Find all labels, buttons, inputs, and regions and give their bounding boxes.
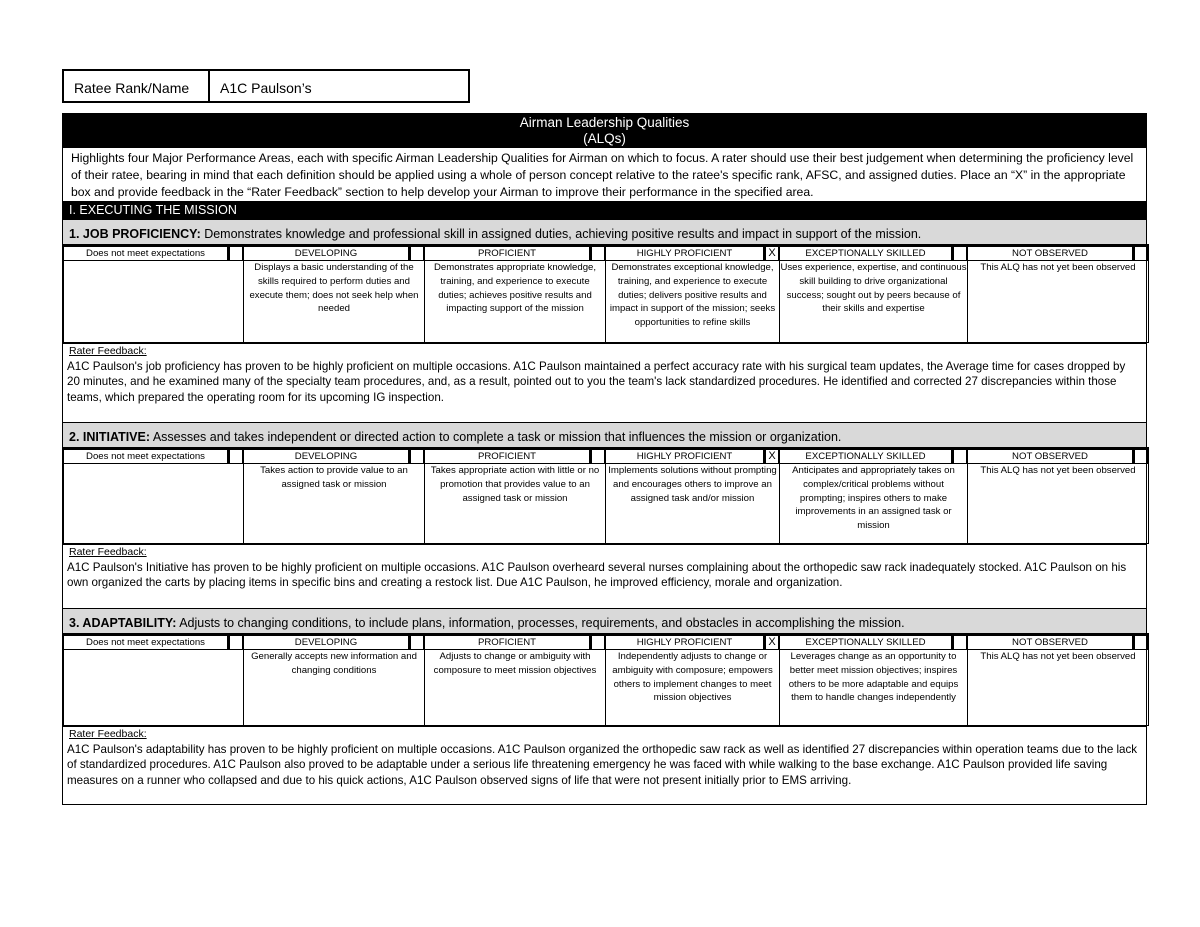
level-label: DEVELOPING [294,451,358,462]
quality-block-adaptability [63,608,1146,804]
level-description: Implements solutions without prompting and encourages others to improve an assigned task and/or mission [606,464,780,544]
rating-checkbox[interactable] [408,636,424,649]
quality-heading [63,219,1146,244]
rater-feedback-text[interactable]: A1C Paulson's job proficiency has proven to be highly proficient on multiple occasions. A1C Paulson maintained a perfect accuracy rate with his surgical team updates, the Average time for cases dropped by 20 minutes, and he examined many of the specialty team procedures, and, as a result, pointed out to you the team's lack standardized procedures. He identified and corrected 27 discrepancies within those teams, which prepared the operating room for its upcoming IG inspection. [67,360,1126,404]
level-label: DEVELOPING [294,248,358,259]
level-label: NOT OBSERVED [1012,451,1088,462]
level-label: NOT OBSERVED [1012,637,1088,648]
rating-grid [63,447,1149,544]
rating-checkbox[interactable] [589,636,605,649]
level-description: Adjusts to change or ambiguity with composure to meet mission objectives [425,650,606,726]
level-label: EXCEPTIONALLY SKILLED [805,248,926,259]
level-description: This ALQ has not yet been observed [968,650,1149,726]
rating-checkbox[interactable] [227,636,243,649]
level-description: Anticipates and appropriately takes on complex/critical problems without prompting; inspires others to make improvements in an assigned task or mission [780,464,968,544]
rating-checkbox[interactable]: X [763,636,779,649]
quality-title: 1. JOB PROFICIENCY: [69,227,201,241]
quality-title: 3. ADAPTABILITY: [69,616,177,630]
alq-form [62,113,1147,805]
level-description: Uses experience, expertise, and continuous skill building to drive organizational success; sought out by peers because of their skills and expertise [780,261,968,343]
level-label: HIGHLY PROFICIENT [636,248,733,259]
rating-checkbox[interactable] [589,450,605,463]
level-description: Demonstrates exceptional knowledge, training, and experience to execute duties; delivers positive results and impact in support of the mission; seeks opportunities to refine skills [606,261,780,343]
rating-checkbox[interactable] [951,247,967,260]
level-label: Does not meet expectations [86,637,205,648]
level-description: Takes appropriate action with little or no promotion that provides value to an assigned task or mission [425,464,606,544]
level-label: PROFICIENT [477,248,537,259]
level-label: PROFICIENT [477,637,537,648]
level-label: PROFICIENT [477,451,537,462]
level-description: This ALQ has not yet been observed [968,261,1149,343]
level-description [64,650,244,726]
rater-feedback-section [63,726,1146,804]
quality-heading [63,608,1146,633]
rater-feedback-section [63,343,1146,422]
level-label: EXCEPTIONALLY SKILLED [805,637,926,648]
rating-checkbox[interactable] [951,450,967,463]
rater-feedback-text[interactable]: A1C Paulson's Initiative has proven to be highly proficient on multiple occasions. A1C Paulson overheard several nurses complaining about the orthopedic saw rack inadequately stocked. A1C Paulson on his own organized the carts by placing items in specific bins and creating a restock list. Due A1C Paulson, he improved efficiency, morale and organization. [67,561,1127,590]
level-description [64,261,244,343]
quality-title: 2. INITIATIVE: [69,430,151,444]
form-subtitle: (ALQs) [583,131,626,146]
rating-checkbox[interactable] [408,450,424,463]
rating-checkbox[interactable]: X [763,450,779,463]
rating-grid [63,244,1149,343]
rater-feedback-label: Rater Feedback: [69,546,147,558]
level-label: HIGHLY PROFICIENT [636,451,733,462]
rater-feedback-text[interactable]: A1C Paulson's adaptability has proven to be highly proficient on multiple occasions. A1C Paulson organized the orthopedic saw rack as well as identified 27 discrepancies within operation teams due to the lack of standardized procedures. A1C Paulson also proved to be adaptable under a serious life threatening emergency he was faced with while walking to the base exchange. A1C Paulson provided life saving measures on a runner who collapsed and due to his quick actions, A1C Paulson observed signs of life that were not present initially prior to EMS arriving. [67,743,1138,787]
rating-checkbox[interactable] [1132,636,1148,649]
rating-checkbox[interactable] [227,450,243,463]
form-header [63,114,1146,148]
level-label: HIGHLY PROFICIENT [636,637,733,648]
quality-block-job-proficiency [63,219,1146,422]
rating-checkbox[interactable] [589,247,605,260]
level-label: Does not meet expectations [86,451,205,462]
form-instructions: Highlights four Major Performance Areas, each with specific Airman Leadership Qualities for Airman on which to focus. A rater should use their best judgement when determining the proficiency level of their ratee, bearing in mind that each definition should be applied using a whole of person concept relative to the ratee's specific rank, AFSC, and assigned duties. Place an “X” in the appropriate box and provide feedback in the “Rater Feedback” section to help develop your Airman to improve their performance in the specified area. [71,151,1134,199]
level-description: Displays a basic understanding of the skills required to perform duties and execute them; does not seek help when needed [244,261,425,343]
rating-checkbox[interactable] [227,247,243,260]
rater-feedback-section [63,544,1146,608]
level-label: Does not meet expectations [86,248,205,259]
level-description [64,464,244,544]
level-description: Takes action to provide value to an assigned task or mission [244,464,425,544]
level-description: Generally accepts new information and changing conditions [244,650,425,726]
ratee-label: Ratee Rank/Name [64,71,210,101]
form-title: Airman Leadership Qualities [519,115,690,130]
rater-feedback-label: Rater Feedback: [69,345,147,357]
level-description: Demonstrates appropriate knowledge, training, and experience to execute duties; achieves positive results and impacting support of the mission [425,261,606,343]
ratee-name-field[interactable]: A1C Paulson’s [220,80,312,96]
rating-checkbox[interactable] [1132,247,1148,260]
quality-heading [63,422,1146,447]
rating-checkbox[interactable] [951,636,967,649]
ratee-box [62,69,470,103]
level-description: Independently adjusts to change or ambiguity with composure; empowers others to implement changes to meet mission objectives [606,650,780,726]
rater-feedback-label: Rater Feedback: [69,728,147,740]
quality-description: Adjusts to changing conditions, to include plans, information, processes, requirements, and obstacles in accomplishing the mission. [176,616,905,630]
section-title: I. EXECUTING THE MISSION [63,201,1146,219]
rating-checkbox[interactable] [1132,450,1148,463]
quality-block-initiative [63,422,1146,608]
level-label: NOT OBSERVED [1012,248,1088,259]
quality-description: Demonstrates knowledge and professional skill in assigned duties, achieving positive results and impact in support of the mission. [200,227,922,241]
rating-checkbox[interactable] [408,247,424,260]
level-label: DEVELOPING [294,637,358,648]
level-description: Leverages change as an opportunity to better meet mission objectives; inspires others to be more adaptable and equips them to handle changes independently [780,650,968,726]
level-label: EXCEPTIONALLY SKILLED [805,451,926,462]
rating-grid [63,633,1149,726]
quality-description: Assesses and takes independent or directed action to complete a task or mission that influences the mission or organization. [150,430,842,444]
level-description: This ALQ has not yet been observed [968,464,1149,544]
rating-checkbox[interactable]: X [763,247,779,260]
